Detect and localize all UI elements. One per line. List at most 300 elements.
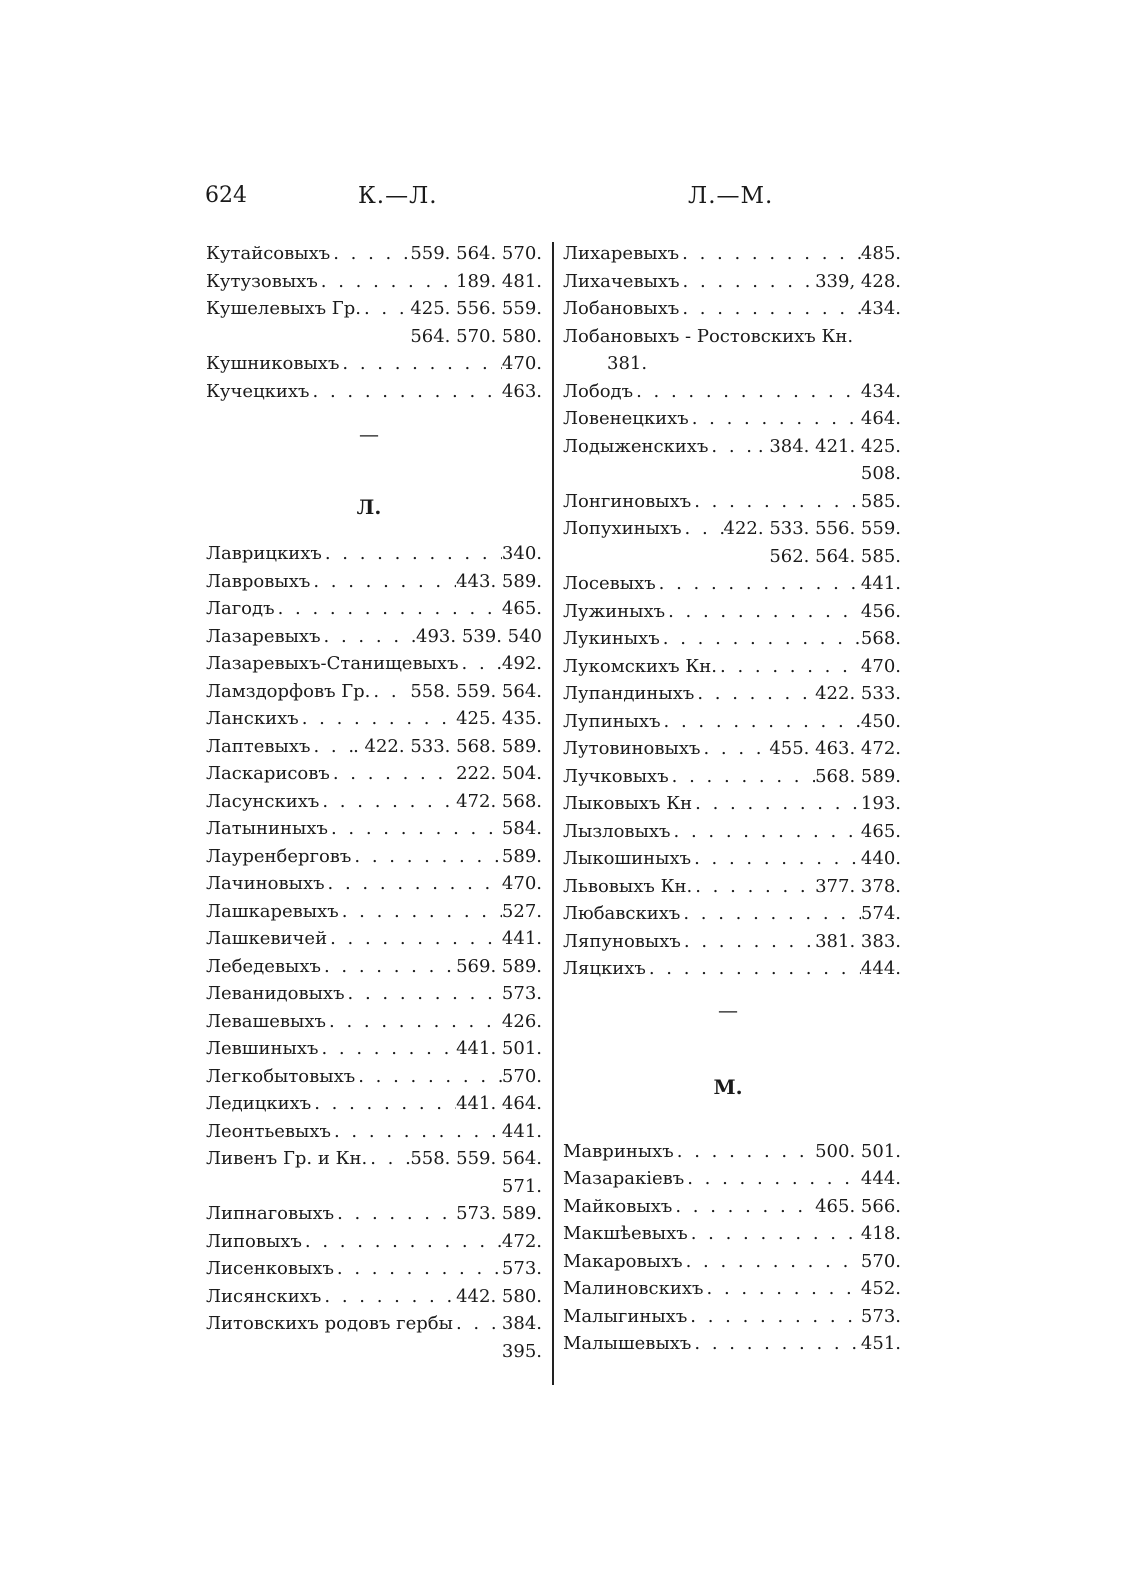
entry-name: Лисянскихъ	[206, 1285, 322, 1307]
index-entry	[563, 1138, 901, 1166]
entry-pages: 570.	[501, 1065, 542, 1087]
index-entry	[206, 733, 542, 761]
entry-pages: 527.	[501, 900, 542, 922]
entry-line	[563, 653, 901, 681]
index-entry	[206, 953, 542, 981]
index-entry	[563, 680, 901, 708]
entry-line	[206, 843, 542, 871]
leader-dots	[687, 1303, 861, 1331]
entry-pages: 463.	[501, 380, 542, 402]
entry-pages: 589.	[501, 845, 542, 867]
entry-name: Липовыхъ	[206, 1230, 302, 1252]
index-entry	[206, 650, 542, 678]
entry-pages: 193.	[860, 793, 901, 814]
index-entry	[206, 1200, 542, 1228]
entry-name: Лучковыхъ	[563, 765, 669, 787]
entry-pages: 425. 435.	[456, 708, 542, 729]
leader-dots	[453, 1310, 502, 1338]
entry-pages: 440.	[860, 848, 901, 869]
entry-line	[563, 955, 901, 983]
entry-name: Лихаревыхъ	[563, 243, 680, 264]
entry-pages: 464.	[860, 408, 901, 429]
entry-pages: 381. 383.	[815, 930, 901, 952]
entry-pages: 485.	[860, 243, 901, 264]
entry-name: Ланскихъ	[206, 708, 299, 729]
index-entry	[563, 1193, 901, 1221]
entry-pages: 500. 501.	[815, 1140, 901, 1162]
index-entry	[206, 760, 542, 788]
index-entry	[206, 240, 542, 268]
index-entry	[206, 1255, 542, 1283]
entry-name: Ласкарисовъ	[206, 763, 330, 784]
entry-line	[206, 1035, 542, 1063]
entry-name: Лазаревыхъ-Станищевыхъ	[206, 653, 459, 674]
entry-pages: 451.	[860, 1333, 901, 1354]
entry-pages: 559. 564. 570.	[410, 243, 542, 264]
entry-line	[563, 763, 901, 791]
index-entry	[563, 1220, 901, 1248]
leader-dots	[367, 1145, 410, 1173]
entry-line	[563, 625, 901, 653]
index-entry	[206, 1283, 542, 1311]
entry-line	[563, 680, 901, 708]
leader-dots	[691, 1330, 861, 1358]
index-entry	[563, 1303, 901, 1331]
entry-line	[206, 1090, 542, 1118]
entry-line	[206, 350, 542, 378]
entry-name: Лупиныхъ	[563, 710, 661, 732]
letter-heading-m: М.	[713, 1074, 743, 1099]
leader-dots	[680, 900, 861, 928]
index-entry	[206, 595, 542, 623]
entry-name: Кушелевыхъ Гр.	[206, 298, 361, 319]
leader-dots	[330, 240, 410, 268]
entry-name: Латыниныхъ	[206, 818, 328, 839]
index-entry	[563, 378, 901, 406]
leader-dots	[682, 515, 724, 543]
entry-name: Лаптевыхъ	[206, 735, 311, 757]
entry-pages: 425. 556. 559.	[410, 298, 542, 319]
entry-pages-continued: 562. 564. 585.	[769, 545, 901, 567]
entry-line	[563, 708, 901, 736]
leader-dots	[339, 898, 502, 926]
index-entry	[206, 1310, 542, 1365]
leader-dots	[327, 925, 502, 953]
index-entry	[206, 980, 542, 1008]
entry-name: Левшиныхъ	[206, 1038, 319, 1059]
entry-pages: 470.	[860, 655, 901, 677]
leader-dots	[633, 378, 861, 406]
entry-line	[206, 815, 542, 843]
entry-pages: 585.	[860, 490, 901, 512]
entry-line	[206, 1118, 542, 1146]
entry-line	[206, 540, 542, 568]
leader-dots	[688, 1220, 861, 1248]
entry-pages: 584.	[501, 818, 542, 839]
entry-pages: 340.	[501, 543, 542, 564]
index-entry	[563, 1165, 901, 1193]
section-dash: —	[718, 997, 738, 1022]
leader-dots	[318, 1035, 456, 1063]
leader-dots	[310, 733, 353, 761]
entry-line	[206, 268, 542, 296]
leader-dots	[680, 268, 816, 296]
leader-dots	[370, 678, 410, 706]
entry-pages: . 422. 533. 568. 589.	[353, 735, 542, 757]
entry-line	[206, 733, 542, 761]
entry-name: Ливенъ Гр. и Кн.	[206, 1148, 368, 1169]
entry-pages: 452.	[860, 1278, 901, 1299]
entry-pages: 426.	[501, 1010, 542, 1032]
entry-pages-continued: 395.	[501, 1340, 542, 1362]
leader-dots	[319, 788, 456, 816]
entry-name: Лыковыхъ Кн	[563, 793, 693, 814]
entry-name: Лауренберговъ	[206, 845, 352, 867]
entry-pages: 384.	[501, 1313, 542, 1334]
entry-line	[563, 378, 901, 406]
entry-name: Лутовиновыхъ	[563, 738, 701, 759]
entries-l-continued	[563, 240, 901, 983]
index-entry	[206, 540, 542, 568]
entry-pages: 465.	[501, 598, 542, 619]
index-entry	[206, 350, 542, 378]
entry-name: Кутузовыхъ	[206, 270, 318, 292]
right-column	[563, 240, 901, 1358]
entry-pages: 455. 463. 472.	[769, 738, 901, 759]
entry-line	[206, 295, 542, 323]
entry-line	[563, 873, 901, 901]
index-entry	[563, 873, 901, 901]
entry-name: Лазаревыхъ	[206, 625, 321, 647]
index-entry	[563, 433, 901, 488]
entry-name: Лебедевыхъ	[206, 955, 321, 977]
entry-name: Мавриныхъ	[563, 1140, 674, 1162]
entry-line	[206, 1310, 542, 1338]
entry-line	[563, 1303, 901, 1331]
entry-pages: 492.	[501, 653, 542, 674]
entry-pages: 377. 378.	[815, 875, 901, 897]
entry-line	[563, 845, 901, 873]
entry-line	[563, 268, 901, 296]
index-entry	[563, 1248, 901, 1276]
entry-line	[206, 595, 542, 623]
index-entry	[563, 323, 901, 378]
index-entry	[563, 295, 901, 323]
entry-name: Леванидовыхъ	[206, 983, 345, 1004]
index-entry	[206, 1118, 542, 1146]
index-entry	[206, 1228, 542, 1256]
entry-name: Ласунскихъ	[206, 790, 320, 812]
index-entry	[206, 1008, 542, 1036]
entry-name: Малиновскихъ	[563, 1278, 704, 1299]
entry-name: Лукомскихъ Кн.	[563, 655, 718, 677]
leader-dots	[700, 735, 769, 763]
leader-dots	[683, 1248, 861, 1276]
index-entry	[206, 378, 542, 406]
leader-dots	[331, 1118, 502, 1146]
entry-name: Ляпуновыхъ	[563, 930, 681, 952]
leader-dots	[684, 1165, 861, 1193]
leader-dots	[321, 1283, 456, 1311]
entry-pages: 339, 428.	[815, 270, 901, 292]
entry-pages-continued: 508.	[860, 463, 901, 484]
index-entry	[206, 1145, 542, 1200]
entry-name: Лагодъ	[206, 598, 275, 619]
entry-name: Ловенецкихъ	[563, 408, 689, 429]
entry-line	[563, 1275, 901, 1303]
leader-dots	[679, 240, 861, 268]
entry-pages: 573.	[501, 983, 542, 1004]
index-entry	[206, 568, 542, 596]
leader-dots	[661, 708, 861, 736]
entry-pages: 493. 539. 540	[416, 625, 542, 647]
leader-dots	[646, 955, 861, 983]
index-entry	[563, 708, 901, 736]
entry-pages: 418.	[860, 1223, 901, 1244]
leader-dots	[708, 433, 757, 461]
index-entry	[563, 735, 901, 763]
leader-dots	[689, 405, 861, 433]
entry-name: Лупандиныхъ	[563, 683, 695, 704]
index-entry	[563, 1275, 901, 1303]
leader-dots	[310, 568, 456, 596]
entry-pages: 422. 533.	[815, 683, 901, 704]
leader-dots	[692, 873, 815, 901]
entry-pages: . 384. 421. 425.	[757, 435, 901, 457]
index-entry	[563, 1330, 901, 1358]
index-entry	[206, 815, 542, 843]
entry-line	[206, 378, 542, 406]
entry-line	[206, 788, 542, 816]
entry-line	[206, 650, 542, 678]
leader-dots	[330, 760, 456, 788]
index-entry	[206, 870, 542, 898]
entry-name: Макаровыхъ	[563, 1250, 683, 1272]
entry-pages: 470.	[501, 873, 542, 894]
entry-name: Легкобытовыхъ	[206, 1065, 356, 1087]
index-entry	[563, 845, 901, 873]
leader-dots	[656, 570, 861, 598]
entry-line	[206, 1063, 542, 1091]
leader-dots	[672, 1193, 815, 1221]
entry-name: Лобановыхъ - Ростовскихъ Кн.	[563, 325, 854, 347]
entry-pages-continued: 571.	[501, 1175, 542, 1197]
entry-pages: 442. 580.	[456, 1285, 542, 1307]
entry-line	[206, 1145, 542, 1173]
entry-line	[206, 678, 542, 706]
index-entry	[563, 653, 901, 681]
entry-name: Ламздорфовъ Гр.	[206, 680, 371, 702]
entry-name: Мазаракiевъ	[563, 1168, 685, 1189]
leader-dots	[345, 980, 502, 1008]
index-entry	[206, 268, 542, 296]
leader-dots	[691, 845, 861, 873]
entry-name: Лободъ	[563, 380, 634, 402]
entry-name: Макшѣевыхъ	[563, 1223, 688, 1244]
leader-dots	[328, 815, 502, 843]
index-entry	[563, 405, 901, 433]
index-entry	[563, 268, 901, 296]
entry-name: Любавскихъ	[563, 903, 681, 924]
entry-pages: 573.	[860, 1305, 901, 1327]
entry-pages: 444.	[860, 958, 901, 979]
leader-dots	[660, 625, 861, 653]
entry-line	[206, 953, 542, 981]
entry-line	[206, 623, 542, 651]
entry-pages: 441.	[501, 928, 542, 949]
index-entry	[206, 295, 542, 350]
index-entry	[563, 955, 901, 983]
index-entry	[563, 818, 901, 846]
entry-line	[563, 240, 901, 268]
running-head-left: К.—Л.	[358, 183, 438, 209]
leader-dots	[275, 595, 502, 623]
entry-name: Лукиныхъ	[563, 628, 660, 649]
leader-dots	[299, 705, 456, 733]
entry-pages: 434.	[860, 298, 901, 319]
entry-line	[563, 1220, 901, 1248]
entries-m	[563, 1138, 901, 1358]
entry-line	[563, 1138, 901, 1166]
entry-line	[563, 570, 901, 598]
entry-pages: 189. 481.	[456, 270, 542, 292]
leader-dots	[669, 763, 815, 791]
entry-pages: 472.	[501, 1230, 542, 1252]
leader-dots	[351, 843, 502, 871]
entry-line	[563, 735, 901, 763]
entry-name: Лужиныхъ	[563, 600, 666, 622]
entry-line	[206, 898, 542, 926]
leader-dots	[321, 953, 456, 981]
entry-name: Кучецкихъ	[206, 380, 310, 402]
index-entry	[563, 515, 901, 570]
leader-dots	[339, 350, 502, 378]
entry-pages: 443. 589.	[456, 570, 542, 592]
entry-line	[563, 598, 901, 626]
entry-name: Кутайсовыхъ	[206, 243, 331, 264]
entry-pages: 465. 566.	[815, 1195, 901, 1217]
leader-dots	[361, 295, 410, 323]
entry-pages-continued: 381.	[607, 353, 648, 374]
entry-pages: 472. 568.	[456, 790, 542, 812]
entry-line	[563, 928, 901, 956]
column-rule	[552, 242, 554, 1385]
entry-line	[206, 1200, 542, 1228]
entries-l	[206, 540, 542, 1365]
index-entry	[206, 925, 542, 953]
entry-pages: 465.	[860, 820, 901, 842]
entry-line	[563, 323, 901, 351]
entry-pages: 570.	[860, 1250, 901, 1272]
entry-name: Лихачевыхъ	[563, 270, 680, 292]
entry-name: Лызловыхъ	[563, 820, 671, 842]
entry-line	[563, 295, 901, 323]
entry-line	[206, 980, 542, 1008]
entry-name: Лачиновыхъ	[206, 873, 325, 894]
entry-name: Лаврицкихъ	[206, 543, 322, 564]
entry-name: Львовыхъ Кн.	[563, 875, 693, 897]
entry-line	[563, 515, 901, 543]
leader-dots	[310, 378, 502, 406]
entry-line	[206, 925, 542, 953]
entry-name: Ляцкихъ	[563, 958, 646, 979]
entry-name: Лосевыхъ	[563, 573, 656, 594]
entry-pages: 450.	[860, 710, 901, 732]
entry-pages: 444.	[860, 1168, 901, 1189]
index-entry	[206, 705, 542, 733]
entry-pages: 456.	[860, 600, 901, 622]
entry-name: Лобановыхъ	[563, 298, 680, 319]
entry-line	[206, 1228, 542, 1256]
leader-dots	[694, 680, 815, 708]
entry-name: Лисенковыхъ	[206, 1258, 334, 1279]
entry-name: Майковыхъ	[563, 1195, 673, 1217]
entry-line	[206, 760, 542, 788]
leader-dots	[318, 268, 456, 296]
leader-dots	[717, 653, 861, 681]
leader-dots	[674, 1138, 815, 1166]
entry-name: Липнаговыхъ	[206, 1203, 335, 1224]
index-entry	[563, 790, 901, 818]
leader-dots	[681, 928, 815, 956]
index-entry	[206, 1063, 542, 1091]
entry-name: Лодыженскихъ	[563, 435, 709, 457]
entry-name: Малышевыхъ	[563, 1333, 692, 1354]
leader-dots	[692, 790, 861, 818]
entry-name: Лопухиныхъ	[563, 518, 682, 539]
entry-line	[563, 1165, 901, 1193]
running-head-right: Л.—М.	[688, 183, 774, 209]
page-number: 624	[205, 183, 247, 208]
entry-name: Лашкевичей	[206, 928, 328, 949]
entry-line	[563, 1193, 901, 1221]
left-column	[206, 240, 542, 1365]
entry-line	[206, 240, 542, 268]
letter-heading-l: Л.	[356, 495, 382, 519]
index-entry	[206, 843, 542, 871]
index-entry	[206, 623, 542, 651]
entry-line	[563, 1330, 901, 1358]
leader-dots	[334, 1200, 456, 1228]
entry-pages: 441. 501.	[456, 1038, 542, 1059]
index-entry	[206, 898, 542, 926]
entry-pages: 434.	[860, 380, 901, 402]
entry-pages: 574.	[860, 903, 901, 924]
leader-dots	[321, 623, 416, 651]
entry-pages: 558. 559. 564.	[410, 1148, 542, 1169]
index-entry	[563, 598, 901, 626]
index-entry	[206, 678, 542, 706]
entry-line	[206, 568, 542, 596]
entries-k	[206, 240, 542, 405]
leader-dots	[459, 650, 502, 678]
leader-dots	[326, 1008, 502, 1036]
leader-dots	[302, 1228, 502, 1256]
entry-line	[563, 818, 901, 846]
leader-dots	[665, 598, 861, 626]
index-entry	[206, 788, 542, 816]
entry-line	[563, 433, 901, 461]
entry-pages-continued: 564. 570. 580.	[410, 325, 542, 347]
leader-dots	[679, 295, 861, 323]
index-entry	[563, 570, 901, 598]
index-entry	[563, 240, 901, 268]
index-entry	[563, 625, 901, 653]
entry-pages: 568. 589.	[815, 765, 901, 787]
entry-pages: 569. 589.	[456, 955, 542, 977]
entry-name: Малыгиныхъ	[563, 1305, 688, 1327]
entry-line	[206, 1008, 542, 1036]
